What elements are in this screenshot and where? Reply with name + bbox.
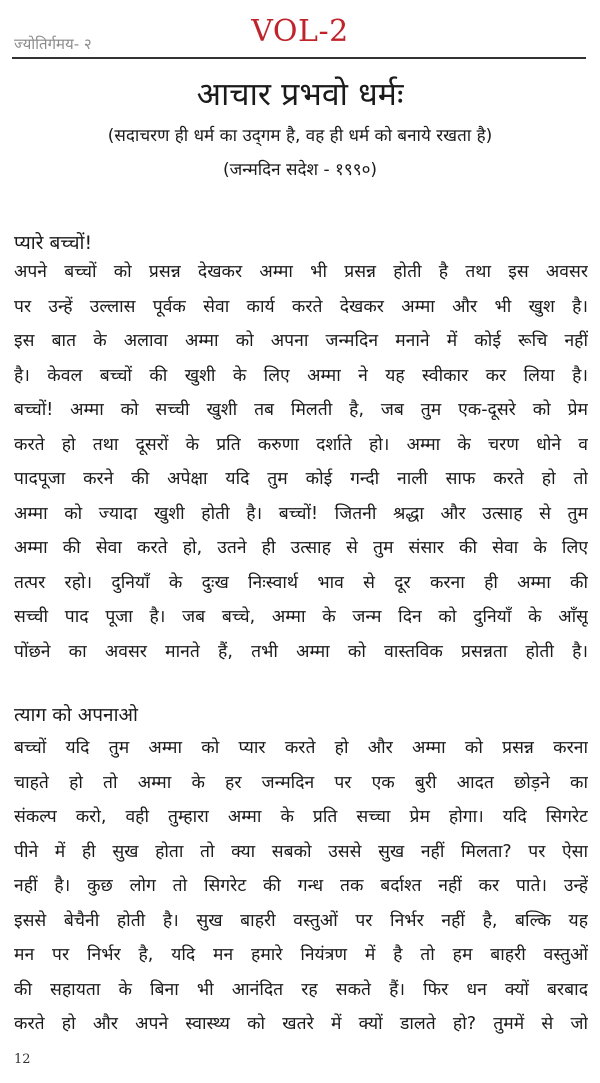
paragraph-line: पीने में ही सुख होता तो क्या सबको उससे सुख नहीं मिलता? पर ऐसा bbox=[14, 841, 588, 862]
paragraph-line: तत्पर रहो। दुनियाँ के दुःख निःस्वार्थ भाव से दूर करना ही अम्मा की bbox=[14, 572, 588, 593]
paragraph-line: की सहायता के बिना भी आनंदित रह सकते हैं। फिर धन क्यों बरबाद bbox=[14, 979, 588, 1000]
paragraph-line: पर उन्हें उल्लास पूर्वक सेवा कार्य करते देखकर अम्मा और भी खुश है। bbox=[14, 296, 588, 317]
page-number: 12 bbox=[14, 1052, 31, 1067]
chapter-subtitle: (सदाचरण ही धर्म का उद्‌गम है, वह ही धर्म को बनाये रखता है) bbox=[107, 126, 493, 146]
paragraph-line: चाहते हो तो अम्मा के हर जन्मदिन पर एक बुरी आदत छोड़ने का bbox=[14, 772, 588, 793]
paragraph-line: पादपूजा करने की अपेक्षा यदि तुम कोई गन्दी नाली साफ करते हो तो bbox=[14, 469, 588, 489]
paragraph-line: अम्मा की सेवा करते हो, उतने ही उत्साह से तुम संसार की सेवा के लिए bbox=[14, 538, 588, 558]
paragraph-line: सच्ची पाद पूजा है। जब बच्चे, अम्मा के जन्म दिन को दुनियाँ के आँसू bbox=[14, 607, 588, 627]
paragraph-line: पोंछने का अवसर मानते हैं, तभी अम्मा को वास्तविक प्रसन्नता होती है। bbox=[14, 641, 588, 662]
chapter-title: आचार प्रभवो धर्मः bbox=[196, 75, 404, 113]
paragraph-line: अम्मा को ज्यादा खुशी होती है। बच्चों! जितनी श्रद्धा और उत्साह से तुम bbox=[14, 503, 588, 524]
paragraph-line: है। केवल बच्चों की खुशी के लिए अम्मा ने यह स्वीकार कर लिया है। bbox=[14, 365, 588, 386]
paragraph-line: इस बात के अलावा अम्मा को अपना जन्मदिन मनाने में कोई रूचि नहीं bbox=[14, 331, 588, 351]
paragraph-line: करते हो और अपने स्वास्थ्य को खतरे में क्यों डालते हो? तुममें से जो bbox=[14, 1014, 588, 1034]
paragraph-line: बच्चों! अम्मा को सच्ची खुशी तब मिलती है, जब तुम एक-दूसरे को प्रेम bbox=[14, 400, 588, 420]
paragraph-line: बच्चों यदि तुम अम्मा को प्यार करते हो और अम्मा को प्रसन्न करना bbox=[14, 738, 588, 758]
paragraph-line: इससे बेचैनी होती है। सुख बाहरी वस्तुओं पर निर्भर नहीं है, बल्कि यह bbox=[14, 910, 588, 931]
header-rule bbox=[12, 57, 586, 59]
paragraph-line: करते हो तथा दूसरों के प्रति करुणा दर्शाते हो। अम्मा के चरण धोने व bbox=[14, 434, 588, 455]
chapter-source: (जन्मदिन सदेश - १९९०) bbox=[222, 160, 378, 180]
running-head: ज्योतिर्गमय- २ bbox=[14, 35, 92, 53]
volume-label: VOL-2 bbox=[251, 14, 349, 49]
paragraph-line: मन पर निर्भर है, यदि मन हमारे नियंत्रण में है तो हम बाहरी वस्तुओं bbox=[14, 945, 588, 965]
paragraph-line: संकल्प करो, वही तुम्हारा अम्मा के प्रति सच्चा प्रेम होगा। यदि सिगरेट bbox=[14, 807, 588, 827]
paragraph-line: नहीं है। कुछ लोग तो सिगरेट की गन्ध तक बर्दाश्त नहीं कर पाते। उन्हें bbox=[14, 876, 588, 896]
section-heading-greeting: प्यारे बच्चों! bbox=[14, 232, 93, 254]
section-heading-sacrifice: त्याग को अपनाओ bbox=[14, 704, 138, 726]
paragraph-line: अपने बच्चों को प्रसन्न देखकर अम्मा भी प्रसन्न होती है तथा इस अवसर bbox=[14, 262, 588, 282]
page-header bbox=[0, 0, 600, 62]
